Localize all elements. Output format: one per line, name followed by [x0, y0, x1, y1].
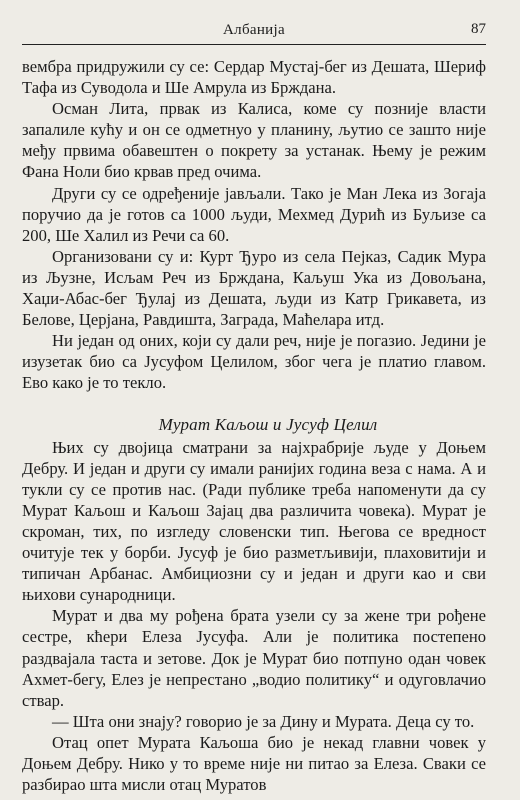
- paragraph: Други су се одређеније јављали. Тако је Ман Лека из Зогаја поручио да је готов са 1000 људи, Мехмед Дурић из Буљизе са 200, Ше Халил из Речи са 60.: [22, 183, 486, 245]
- paragraph: Отац опет Мурата Каљоша био је некад главни човек у Доњем Дебру. Нико у то време није ни питао за Елеза. Сваки се разбирао шта мисли отац Муратов: [22, 732, 486, 795]
- paragraph: — Шта они знају? говорио је за Дину и Мурата. Деца су то.: [52, 711, 475, 731]
- running-header: [22, 18, 486, 45]
- paragraph: вембра придружили су се: Сердар Мустај-бег из Дешата, Шериф Тафа из Суводола и Ше Амрула из Брждана.: [22, 57, 486, 98]
- page-number: 87: [471, 21, 486, 37]
- section-heading: [22, 414, 486, 435]
- running-title: Албанија: [223, 22, 285, 38]
- section-heading-text: Мурат Каљош и Јусуф Целил: [158, 414, 378, 434]
- paragraph: Ни један од оних, који су дали реч, није је погазио. Једини је изузетак био са Јусуфом Целилом, због чега је платио главом. Ево како је то текло.: [22, 331, 486, 393]
- paragraph: Осман Лита, првак из Калиса, коме су позније власти запалиле кућу и он се одметнуо у планину, љутио се зашто није међу првима обавештен о покрету за устанак. Њему је режим Фана Ноли био крвав пред очима.: [22, 99, 486, 182]
- page-body: [22, 56, 486, 795]
- paragraph: Организовани су и: Курт Ђуро из села Пејказ, Садик Мура из Љузне, Исљам Реч из Брждана, Каљуш Ука из Довољана, Хаџи-Абас-бег Ђулај из Дешата, људи из Катр Грикавета, из Белове, Церјана, Равдишта, Заграда, Маћелара итд.: [22, 246, 486, 330]
- paragraph: Њих су двојица сматрани за најхрабрије људе у Доњем Дебру. И један и други су имали ранијих година веза с нама. А и тукли су се против нас. (Ради публике треба напоменути да су Мурат Каљош и Каљош Зајац два различита човека). Мурат је скроман, тих, по изгледу словенски тип. Његова се вредност очитује тек у борби. Јусуф је био разметљивији, плаховитији и типичан Арбанас. Амбициозни су и један и други као и сви њихови сународници.: [22, 437, 486, 605]
- paragraph: Мурат и два му рођена брата узели су за жене три рођене сестре, кћери Елеза Јусуфа. Али је политика постепено раздвајала таста и зетове. Док је Мурат био потпуно одан човек Ахмет-бегу, Елез је непрестано „водио политику“ и одуговлачио ствар.: [22, 606, 486, 710]
